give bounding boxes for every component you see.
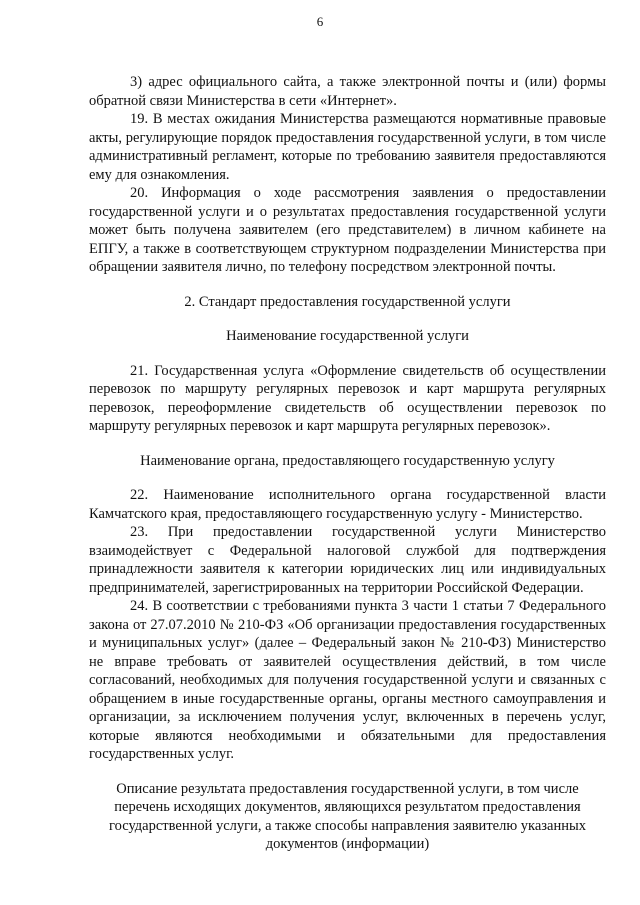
page-number: 6 [316,14,324,29]
paragraph-24: 24. В соответствии с требованиями пункта 3 части 1 статьи 7 Федерального закона от 27.07.2010 № 210-ФЗ «Об организации предоставления государственных и муниципальных услуг» (далее – Федеральный закон № 210-ФЗ) Министерство не вправе требовать от заявителей осуществления действий, в том числе согласований, необходимых для получения государственной услуги и связанных с обращением в иные государственные органы, органы местного самоуправления и организации, за исключением получения услуг, включенных в перечень услуг, которые являются необходимыми и обязательными для предоставления государственных услуг. [89,598,606,762]
subheading-service-name: Наименование государственной услуги [226,328,469,344]
document-body [89,73,606,854]
subheading-result: Описание результата предоставления государственной услуги, в том числе перечень исходящих документов, являющихся результатом предоставления государственной услуги, а также способы направления заявителю указанных документов (информации) [109,780,586,852]
paragraph-21: 21. Государственная услуга «Оформление свидетельств об осуществлении перевозок по маршруту регулярных перевозок и карт маршрута регулярных перевозок, переоформление свидетельств об осуществлении перевозок по маршруту регулярных перевозок и карт маршрута регулярных перевозок». [89,362,606,434]
paragraph-address: 3) адрес официального сайта, а также электронной почты и (или) формы обратной связи Министерства в сети «Интернет». [89,74,606,109]
paragraph-19: 19. В местах ожидания Министерства размещаются нормативные правовые акты, регулирующие порядок предоставления государственной услуги, в том числе административный регламент, которые по требованию заявителя предоставляются ему для ознакомления. [89,111,606,183]
paragraph-22: 22. Наименование исполнительного органа государственной власти Камчатского края, предоставляющего государственную услугу - Министерство. [89,487,606,522]
paragraph-20: 20. Информация о ходе рассмотрения заявления о предоставлении государственной услуги и о результатах предоставления государственной услуги может быть получена заявителем (его представителем) в личном кабинете на ЕПГУ, а также в соответствующем структурном подразделении Министерства при обращении заявителя лично, по телефону посредством электронной почты. [89,185,606,275]
subheading-organ: Наименование органа, предоставляющего государственную услугу [140,452,555,469]
paragraph-23: 23. При предоставлении государственной услуги Министерство взаимодействует с Федеральной налоговой службой для подтверждения принадлежности заявителя к категории юридических лиц или индивидуальных предпринимателей, зарегистрированных на территории Российской Федерации. [89,524,606,596]
section-title: 2. Стандарт предоставления государственной услуги [184,293,511,310]
